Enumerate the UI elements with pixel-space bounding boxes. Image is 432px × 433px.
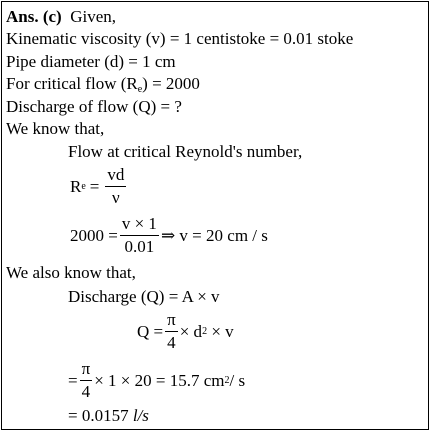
eq4-fraction xyxy=(80,358,93,403)
kinematic-viscosity-line: Kinematic viscosity (v) = 1 centistoke = 0.01 stoke xyxy=(6,29,354,48)
we-know-that-line: We know that, xyxy=(6,119,105,138)
eq2-fraction xyxy=(120,213,159,258)
answer-label: Ans. (c) xyxy=(6,7,62,26)
answer-heading xyxy=(6,7,116,27)
eq3-rhs-a: × d xyxy=(179,321,203,341)
we-also-know-line: We also know that, xyxy=(6,263,136,282)
eq2-numerator: v × 1 xyxy=(120,213,159,236)
eq3-rhs-b: × v xyxy=(211,321,234,341)
answer-box xyxy=(1,1,429,430)
eq4-numerator: π xyxy=(80,358,93,381)
eq4-rhs-a: × 1 × 20 = 15.7 cm xyxy=(94,370,225,390)
eq1-equals: = xyxy=(89,176,100,196)
discharge-equation xyxy=(137,309,234,354)
eq3-rhs-sup: 2 xyxy=(202,326,208,337)
velocity-equation xyxy=(70,213,268,258)
eq3-lhs: Q = xyxy=(137,321,164,341)
critical-flow-sub: e xyxy=(137,84,143,95)
eq2-denominator: 0.01 xyxy=(124,237,155,256)
eq4-denominator: 4 xyxy=(81,382,91,401)
eq4-lhs: = xyxy=(68,370,78,390)
eq4-rhs-sup: 2 xyxy=(224,375,230,386)
final-answer-line xyxy=(68,406,149,426)
pipe-diameter-line: Pipe diameter (d) = 1 cm xyxy=(6,52,176,71)
discharge-formula-line: Discharge (Q) = A × v xyxy=(68,287,220,306)
critical-flow-text-b: ) = 2000 xyxy=(142,74,200,93)
discharge-question-line: Discharge of flow (Q) = ? xyxy=(6,97,182,116)
eq1-denominator: ν xyxy=(112,188,120,207)
critical-flow-text-a: For critical flow (R xyxy=(6,74,138,93)
final-unit: l/s xyxy=(132,406,149,425)
given-label: Given, xyxy=(70,7,117,26)
eq1-numerator: vd xyxy=(105,164,126,187)
discharge-calculation xyxy=(68,358,245,403)
critical-reynolds-line: Flow at critical Reynold's number, xyxy=(68,142,303,161)
final-value: = 0.0157 xyxy=(68,406,129,425)
eq3-fraction xyxy=(165,309,178,354)
eq2-lhs: 2000 = xyxy=(70,225,118,245)
eq4-rhs-b: / s xyxy=(229,370,246,390)
eq1-lhs-sub: e xyxy=(81,181,86,192)
eq1-fraction xyxy=(105,164,126,209)
eq2-rhs: ⇒ v = 20 cm / s xyxy=(160,225,268,245)
eq1-lhs: R xyxy=(70,176,82,196)
eq3-numerator: π xyxy=(165,309,178,332)
reynolds-equation xyxy=(70,164,128,209)
eq3-denominator: 4 xyxy=(167,333,176,352)
